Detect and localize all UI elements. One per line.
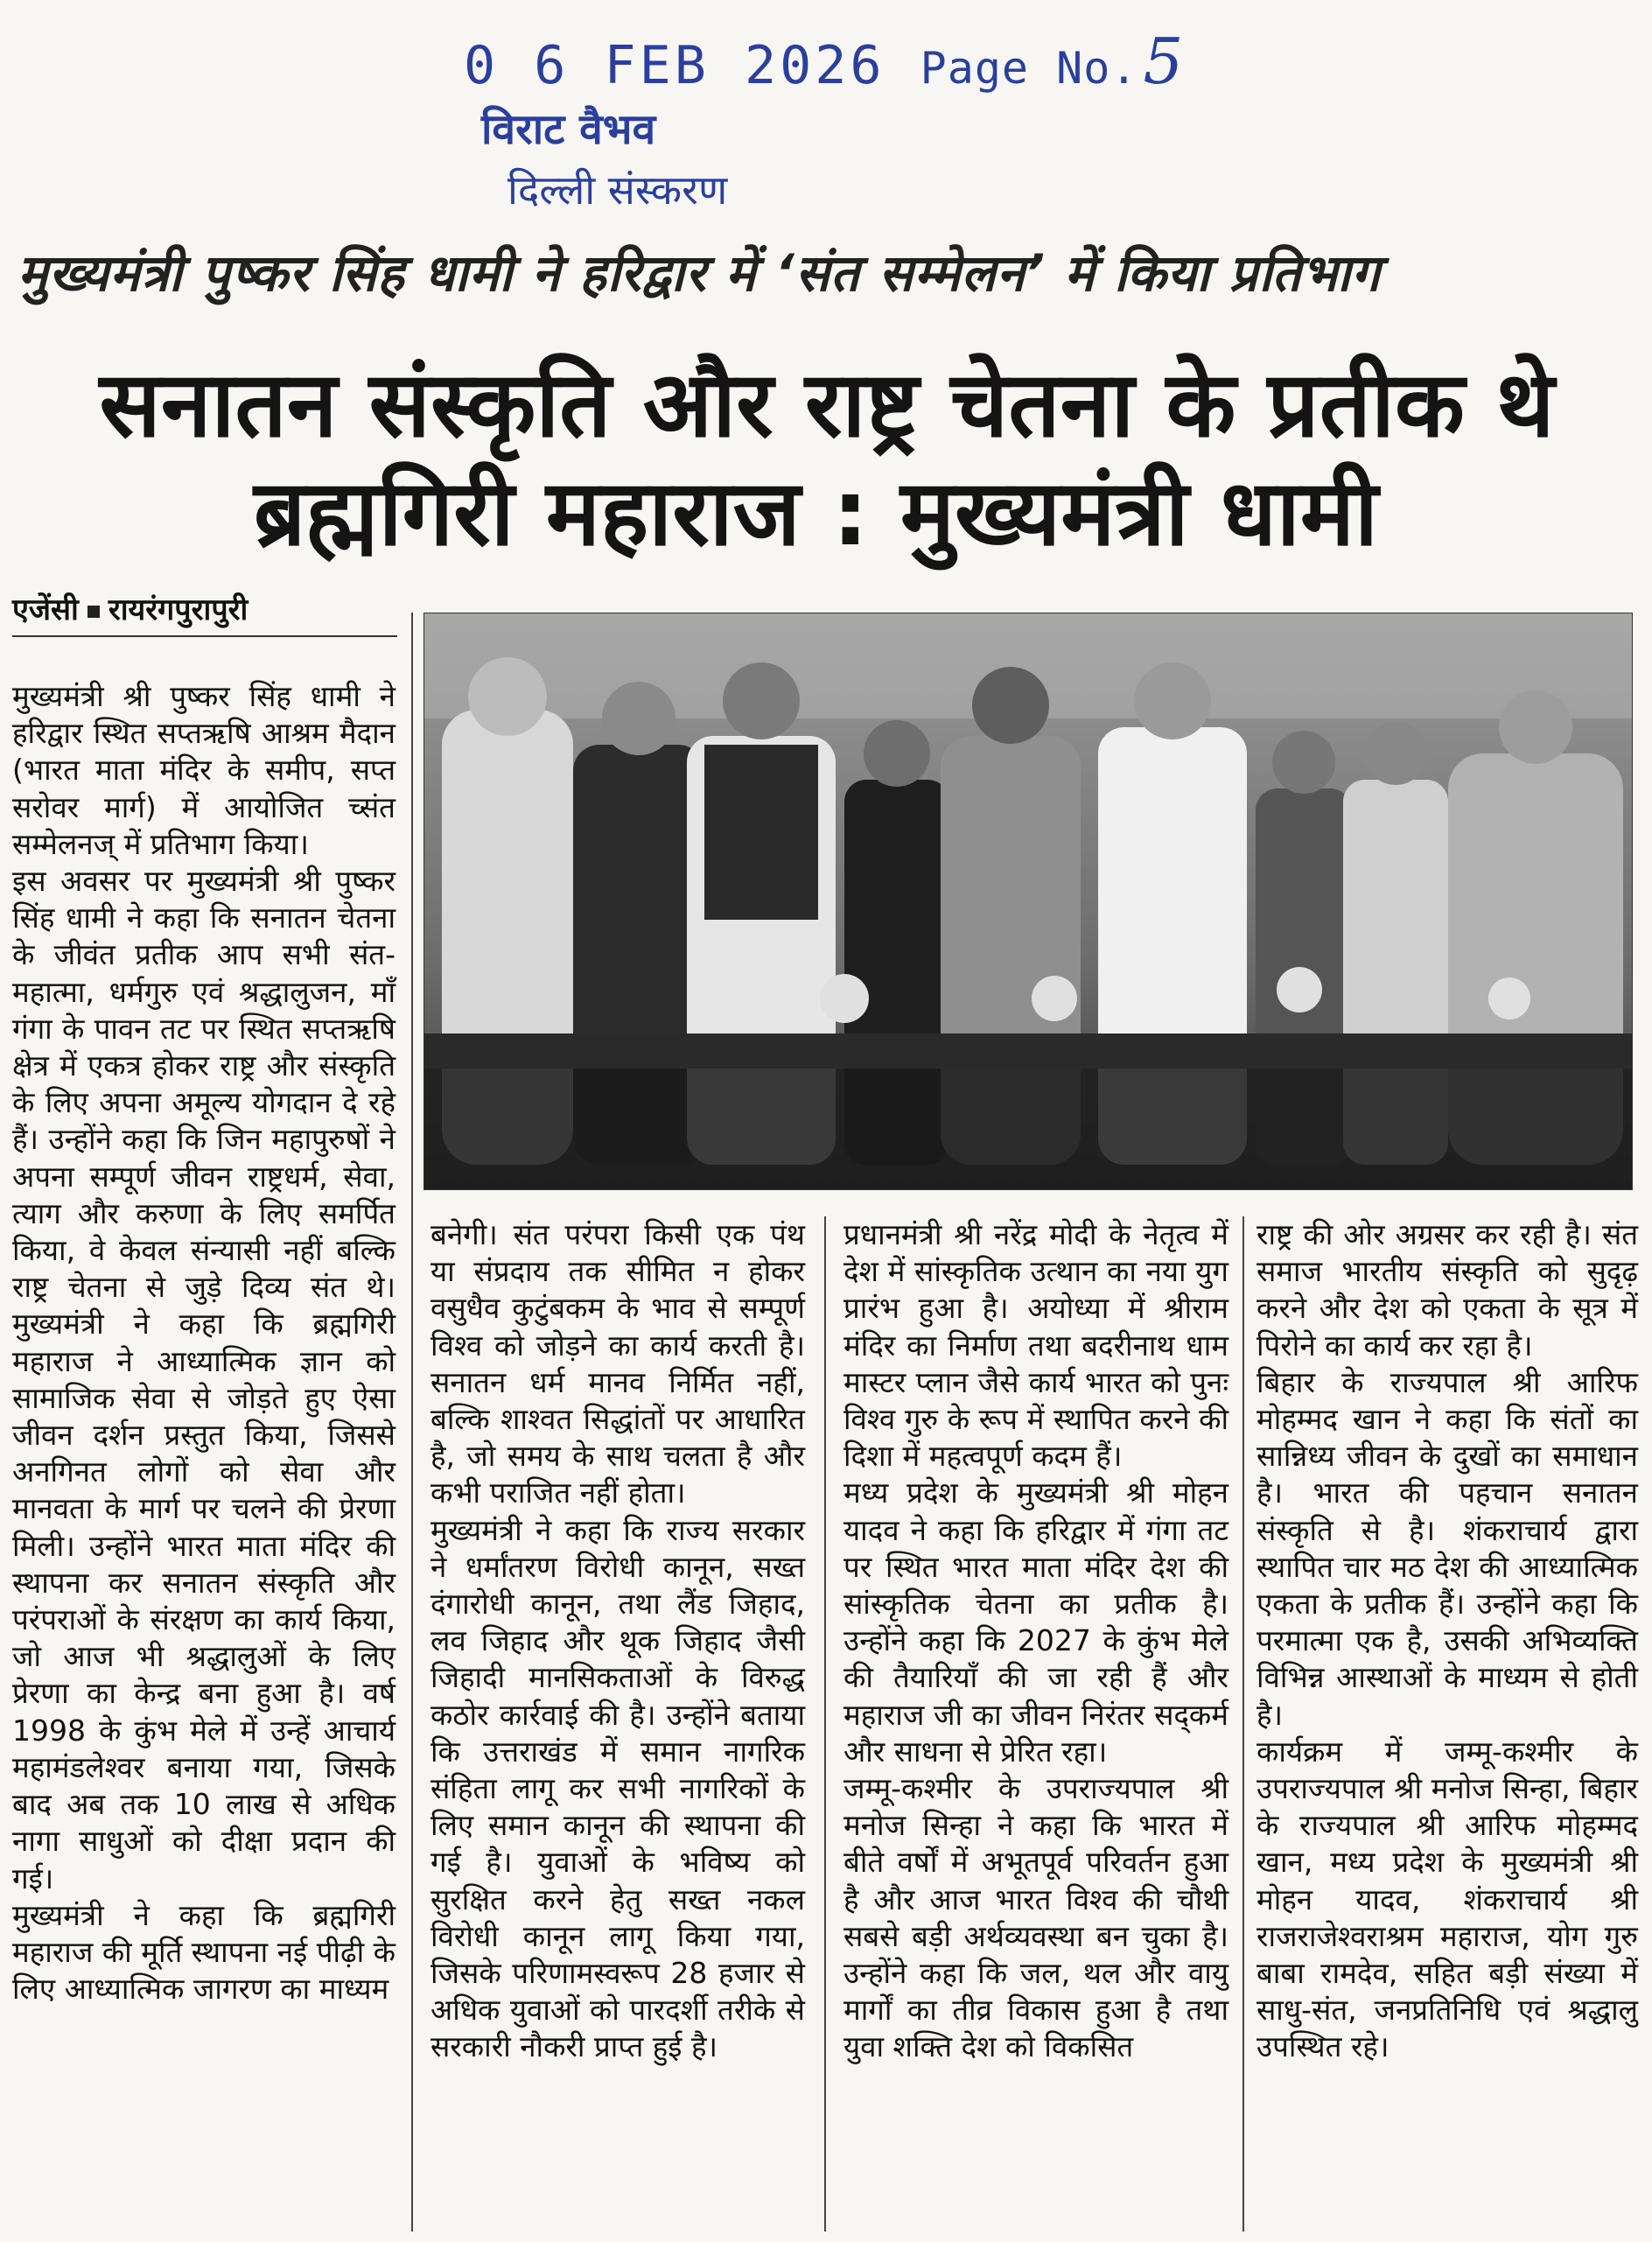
article-column-3 xyxy=(844,1216,1228,2066)
column-rule-2 xyxy=(824,1216,826,2231)
col1-paragraph-2: इस अवसर पर मुख्यमंत्री श्री पुष्कर सिंह धामी ने कहा कि सनातन चेतना के जीवंत प्रतीक आप सभी संत-महात्मा, धर्मगुरु एवं श्रद्धालुजन, माँ गंगा के पावन तट पर स्थित सप्तऋषि क्षेत्र में एकत्र होकर राष्ट्र और संस्कृति के लिए अपना अमूल्य योगदान दे रहे हैं। उन्होंने कहा कि जिन महापुरुषों ने अपना सम्पूर्ण जीवन राष्ट्रधर्म, सेवा, त्याग और करुणा के लिए समर्पित किया, वे केवल संन्यासी नहीं बल्कि राष्ट्र चेतना से जुड़े दिव्य संत थे। मुख्यमंत्री ने कहा कि ब्रह्मगिरी महाराज ने आध्यात्मिक ज्ञान को सामाजिक सेवा से जोड़ते हुए ऐसा जीवन दर्शन प्रस्तुत किया, जिससे अनगिनत लोगों को सेवा और मानवता के मार्ग पर चलने की प्रेरणा मिली। उन्होंने भारत माता मंदिर की स्थापना कर सनातन संस्कृति और परंपराओं के संरक्षण का कार्य किया, जो आज भी श्रद्धालुओं के लिए प्रेरणा का केन्द्र बना हुआ है। वर्ष 1998 के कुंभ मेले में उन्हें आचार्य महामंडलेश्वर बनाया गया, जिसके बाद अब तक 10 लाख से अधिक नागा साधुओं को दीक्षा प्रदान की गई। xyxy=(12,864,396,1895)
headline-line-2: ब्रह्मगिरी महाराज : मुख्यमंत्री धामी xyxy=(254,459,1378,566)
stamp-page-label: Page No. xyxy=(920,43,1138,94)
col3-paragraph-1: प्रधानमंत्री श्री नरेंद्र मोदी के नेतृत्व में देश में सांस्कृतिक उत्थान का नया युग प्रारंभ हुआ है। अयोध्या में श्रीराम मंदिर का निर्माण तथा बदरीनाथ धाम मास्टर प्लान जैसे कार्य भारत को पुनः विश्व गुरु के रूप में स्थापित करने की दिशा में महत्वपूर्ण कदम हैं। xyxy=(844,1217,1228,1474)
byline-source: एजेंसी xyxy=(12,592,79,627)
col3-paragraph-3: जम्मू-कश्मीर के उपराज्यपाल श्री मनोज सिन्हा ने कहा कि भारत में बीते वर्षों में अभूतपूर्व परिवर्तन हुआ है और आज भारत विश्व की चौथी सबसे बड़ी अर्थव्यवस्था बन चुका है। उन्होंने कहा कि जल, थल और वायु मार्गों का तीव्र विकास हुआ है तथा युवा शक्ति देश को विकसित xyxy=(844,1771,1228,2064)
article-column-2 xyxy=(430,1216,805,2066)
stamp-paper-name: विराट वैभव xyxy=(481,105,656,154)
col2-paragraph-1: बनेगी। संत परंपरा किसी एक पंथ या संप्रदाय तक सीमित न होकर वसुधैव कुटुंबकम के भाव से सम्पूर्ण विश्व को जोड़ने का कार्य करती है। सनातन धर्म मानव निर्मित नहीं, बल्कि शाश्वत सिद्धांतों पर आधारित है, जो समय के साथ चलता है और कभी पराजित नहीं होता। xyxy=(430,1217,805,1510)
col4-paragraph-2: बिहार के राज्यपाल श्री आरिफ मोहम्मद खान ने कहा कि संतों का सान्निध्य जीवन के दुखों का समाधान है। भारत की पहचान सनातन संस्कृति से है। शंकराचार्य द्वारा स्थापित चार मठ देश की आध्यात्मिक एकता के प्रतीक हैं। उन्होंने कहा कि परमात्मा एक है, उसकी अभिव्यक्ति विभिन्न आस्थाओं के माध्यम से होती है। xyxy=(1256,1364,1638,1732)
article-kicker: मुख्यमंत्री पुष्कर सिंह धामी ने हरिद्वार में ‘संत सम्मेलन’ में किया प्रतिभाग xyxy=(18,243,1382,303)
col4-paragraph-3: कार्यक्रम में जम्मू-कश्मीर के उपराज्यपाल श्री मनोज सिन्हा, बिहार के राज्यपाल श्री आरिफ मोहम्मद खान, मध्य प्रदेश के मुख्यमंत्री श्री मोहन यादव, शंकराचार्य श्री राजराजेश्वराश्रम महाराज, योग गुरु बाबा रामदेव, सहित बड़ी संख्या में साधु-संत, जनप्रतिनिधि एवं श्रद्धालु उपस्थित रहे। xyxy=(1256,1734,1638,2064)
article-column-1 xyxy=(12,678,396,2007)
news-photo xyxy=(424,613,1633,1190)
col2-paragraph-2: मुख्यमंत्री ने कहा कि राज्य सरकार ने धर्मांतरण विरोधी कानून, सख्त दंगारोधी कानून, तथा लैंड जिहाद, लव जिहाद और थूक जिहाद जैसी जिहादी मानसिकताओं के विरुद्ध कठोर कार्रवाई की है। उन्होंने बताया कि उत्तराखंड में समान नागरिक संहिता लागू कर सभी नागरिकों के लिए समान कानून की स्थापना की गई है। युवाओं के भविष्य को सुरक्षित करने हेतु सख्त नकल विरोधी कानून लागू किया गया, जिसके परिणामस्वरूप 28 हजार से अधिक युवाओं को पारदर्शी तरीके से सरकारी नौकरी प्राप्त हुई है। xyxy=(430,1512,805,2064)
news-photo-illustration xyxy=(424,613,1632,1189)
col4-paragraph-1: राष्ट्र की ओर अग्रसर कर रही है। संत समाज भारतीय संस्कृति को सुदृढ़ करने और देश को एकता के सूत्र में पिरोने का कार्य कर रहा है। xyxy=(1256,1217,1638,1363)
stamp-date-line xyxy=(464,25,1186,98)
stamp-page-number: 5 xyxy=(1143,25,1187,98)
date-stamp xyxy=(464,25,1186,216)
col1-paragraph-3: मुख्यमंत्री ने कहा कि ब्रह्मगिरी महाराज की मूर्ति स्थापना नई पीढ़ी के लिए आध्यात्मिक जागरण का माध्यम xyxy=(12,1897,396,2007)
byline-place: रायरंगपुरापुरी xyxy=(108,592,248,627)
article-column-4 xyxy=(1256,1216,1638,2066)
article-headline xyxy=(18,350,1636,567)
col3-paragraph-2: मध्य प्रदेश के मुख्यमंत्री श्री मोहन यादव ने कहा कि हरिद्वार में गंगा तट पर स्थित भारत माता मंदिर देश की सांस्कृतिक चेतना का प्रतीक है। उन्होंने कहा कि 2027 के कुंभ मेले की तैयारियाँ की जा रही हैं और महाराज जी का जीवन निरंतर सद्कर्म और साधना से प्रेरित रहा। xyxy=(844,1475,1228,1769)
col1-paragraph-1: मुख्यमंत्री श्री पुष्कर सिंह धामी ने हरिद्वार स्थित सप्तऋषि आश्रम मैदान (भारत माता मंदिर के समीप, सप्त सरोवर मार्ग) में आयोजित च्संत सम्मेलनज् में प्रतिभाग किया। xyxy=(12,679,396,861)
stamp-date: 0 6 FEB 2026 xyxy=(464,35,886,96)
stamp-edition: दिल्ली संस्करण xyxy=(508,166,728,214)
byline-separator xyxy=(88,606,100,618)
column-rule-3 xyxy=(1242,1216,1244,2231)
byline xyxy=(12,588,397,637)
headline-line-1: सनातन संस्कृति और राष्ट्र चेतना के प्रतीक थे xyxy=(99,351,1555,458)
column-rule-1 xyxy=(411,613,413,2231)
